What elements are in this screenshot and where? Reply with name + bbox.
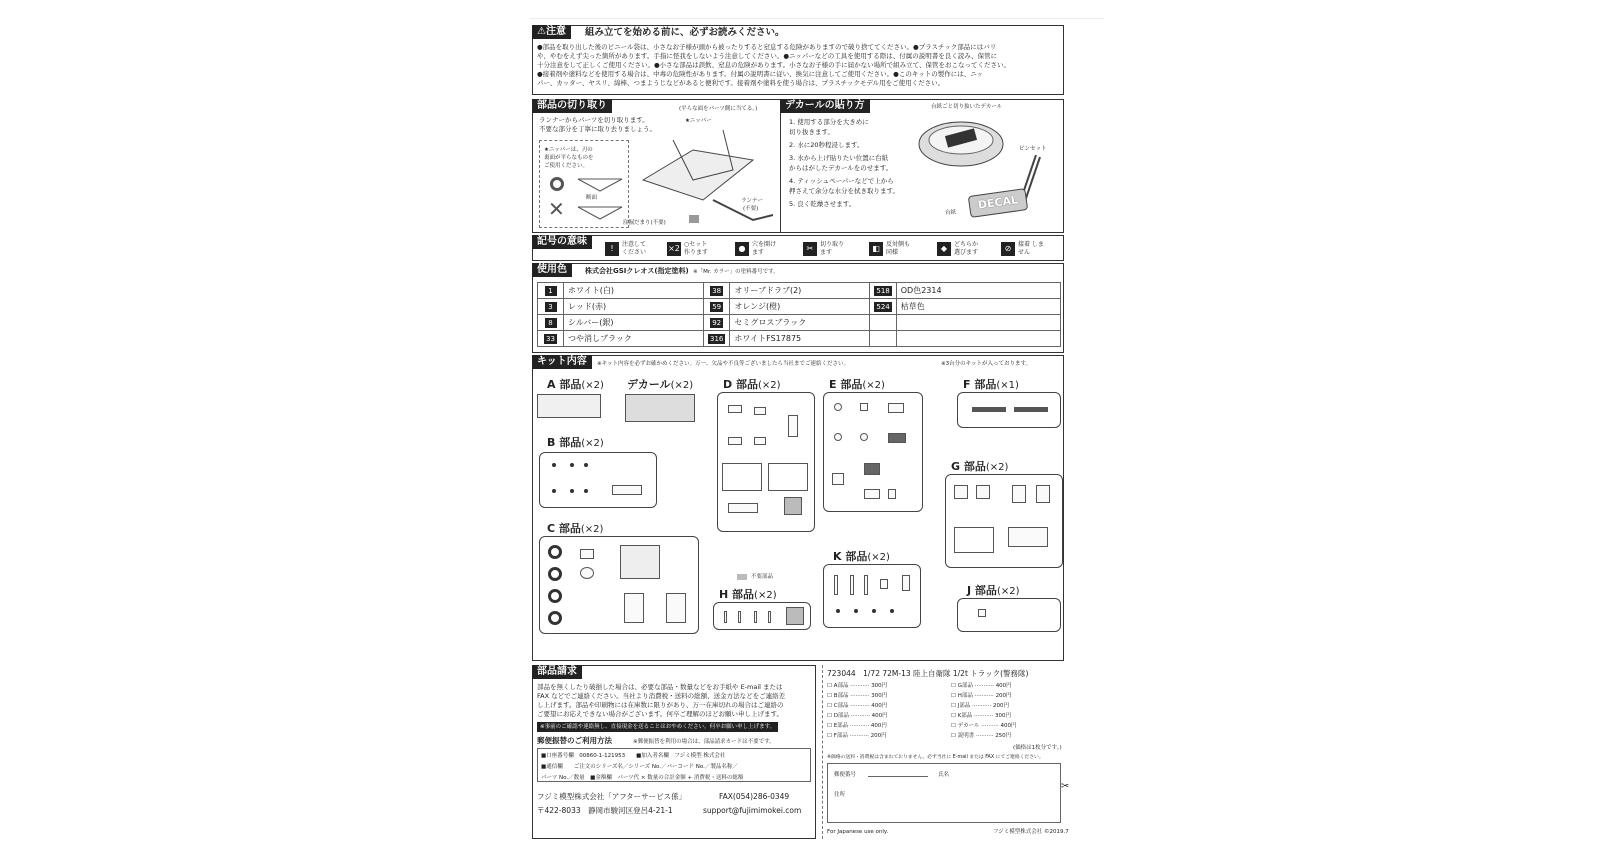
card-item: ☐ A部品 ··········· 300円	[827, 683, 888, 689]
part	[888, 403, 904, 413]
nipper-runner-diagram	[633, 120, 783, 230]
decal-label	[627, 376, 693, 392]
color-code: 518	[876, 286, 890, 295]
postal-code-field[interactable]	[868, 776, 928, 777]
postal-title: 郵便振替のご利用方法	[537, 736, 612, 745]
colors-maker: 株式会社GSIクレオス(指定塗料)	[585, 267, 689, 275]
part	[620, 545, 660, 579]
sprue-a-label	[547, 376, 604, 392]
section-label: 断面	[586, 195, 598, 201]
decal-step: 3. 水から上げ貼りたい位置に台紙	[789, 154, 889, 162]
table-row	[538, 283, 1061, 299]
sprue-name: J 部品	[967, 584, 997, 597]
table-row	[538, 331, 1061, 347]
mirror-icon: ◧	[869, 242, 883, 256]
sprue-g-label	[951, 458, 1008, 474]
blade-section-diagram	[576, 177, 624, 221]
wheel-icon	[548, 611, 562, 625]
part	[580, 549, 594, 559]
part	[754, 611, 757, 623]
part	[860, 403, 868, 411]
part	[872, 609, 876, 613]
part	[624, 593, 644, 623]
part	[880, 579, 888, 589]
part	[1014, 407, 1048, 412]
wheel-icon	[548, 589, 562, 603]
part	[666, 593, 686, 623]
postal-row: ■通信欄 ご注文のシリーズ名／シリーズ No.／バーコード No.／製品名称／	[541, 764, 738, 770]
sprue-name: H 部品	[719, 588, 755, 601]
part	[834, 403, 842, 411]
sprue-name: A 部品	[547, 378, 582, 391]
color-code: 33	[546, 334, 555, 343]
decal-box	[780, 99, 1064, 233]
sprue-qty: (×2)	[580, 524, 604, 535]
card-item: ☐ J部品 ··········· 200円	[951, 703, 1010, 709]
kit-box	[532, 355, 1064, 661]
nipper-tip: 裏面が平らなものを	[544, 155, 594, 161]
order-desc: ご要望にお応えできない場合がございます。何卒ご理解のほどお願い申し上げます。	[537, 710, 783, 718]
sprue-c	[539, 536, 699, 634]
caution-line: ●部品を取り出した後のビニール袋は、小さなお子様が頭から被ったりすると窒息する危険がありますので破り捨ててください。●プラスチック部品にはバリ	[537, 43, 997, 51]
part	[584, 463, 588, 467]
symbol-text: 接着 しません	[1018, 241, 1044, 256]
color-name: つや消しブラック	[564, 331, 704, 347]
part	[788, 415, 798, 437]
sprue-h	[713, 602, 811, 630]
runner-label: ランナー	[741, 198, 764, 204]
color-name: レッド(赤)	[564, 299, 704, 315]
cutting-header: 部品の切り取り	[532, 99, 612, 113]
cutting-note: (平らな面をパーツ側に当てる。)	[679, 106, 758, 112]
tweezers-label: ピンセット	[1019, 146, 1047, 152]
sprue-j	[957, 598, 1061, 632]
card-item: ☐ H部品 ··········· 200円	[951, 693, 1012, 699]
symbol-text: どちらか 選びます	[954, 241, 979, 256]
card-tax-note: (価格は1枚分です。)	[1013, 745, 1062, 751]
color-code: 8	[545, 318, 557, 328]
sprue-f-label	[963, 376, 1019, 392]
copyright: フジミ模型株式会社 ©2019.7	[993, 829, 1069, 835]
postal-code-label: 郵便番号	[834, 772, 857, 778]
card-item: ☐ F部品 ··········· 200円	[827, 733, 887, 739]
symbol-opposite	[869, 241, 916, 257]
symbol-no-glue	[1001, 241, 1048, 257]
sprue-qty: (×2)	[670, 380, 694, 391]
japan-only-note: For Japanese use only.	[827, 829, 889, 835]
color-name: ホワイト(白)	[564, 283, 704, 299]
caution-header: ⚠注意	[532, 25, 571, 39]
decal-word: DECAL	[977, 193, 1019, 212]
card-item: ☐ B部品 ··········· 300円	[827, 693, 888, 699]
sprue-j-label	[967, 582, 1019, 598]
part	[612, 485, 642, 495]
times-two-icon: ×2	[667, 242, 681, 256]
unused-label: 不要部品	[751, 574, 774, 580]
cross-icon: ✕	[548, 197, 565, 221]
postal-table	[537, 748, 811, 782]
decal-step: 2. 水に20秒程浸します。	[789, 141, 864, 149]
part	[834, 575, 838, 595]
symbol-text: ○セット 作ります	[684, 241, 709, 256]
decal-step: 1. 使用する部分を大きめに	[789, 118, 869, 126]
part	[580, 567, 594, 579]
part	[768, 611, 771, 623]
decal-step: 5. 良く乾燥させます。	[789, 200, 856, 208]
water-dish-diagram	[916, 114, 1006, 174]
part	[972, 407, 1006, 412]
color-name: 枯草色	[896, 299, 1060, 315]
card-item: ☐ 説明書 ·········· 250円	[951, 733, 1012, 739]
symbols-header: 記号の意味	[532, 235, 592, 249]
part	[854, 609, 858, 613]
gate-label: 窪掘だまり(不要)	[623, 220, 666, 226]
card-address-form	[827, 763, 1061, 823]
sprue-name: B 部品	[547, 436, 582, 449]
nipper-tip: ご使用ください。	[544, 163, 589, 169]
decal-header: デカールの貼り方	[780, 99, 870, 113]
part	[552, 463, 556, 467]
color-name: ホワイトFS17875	[730, 331, 870, 347]
cutting-box	[532, 99, 790, 233]
cutting-desc: ランナーからパーツを切り取ります。	[539, 116, 649, 124]
symbol-text: 穴を開け ます	[752, 241, 777, 256]
color-code: 92	[712, 318, 722, 327]
part	[954, 485, 968, 499]
color-code: 524	[876, 302, 890, 311]
colors-box	[532, 263, 1064, 353]
cutting-desc: 不要な部分を丁寧に取り去りましょう。	[539, 125, 656, 133]
part	[902, 575, 910, 591]
sprue-name: F 部品	[963, 378, 997, 391]
postal-row: パーツ No.／数量 ■金額欄 パーツ代 × 数量の合計金額 + 消費税・送料の総額	[541, 775, 744, 781]
company-fax: FAX(054)286-0349	[719, 792, 790, 801]
sprue-k-label	[833, 548, 890, 564]
sprue-qty: (×2)	[985, 462, 1009, 473]
sprue-d-label	[723, 376, 781, 392]
table-row	[538, 315, 1061, 331]
color-name: オリーブドラブ(2)	[730, 283, 870, 299]
drill-hole-icon: ●	[735, 242, 749, 256]
order-desc: FAX などでご連絡ください。当社より消費税・送料の総額、送金方法などをご連絡差	[537, 692, 786, 700]
sprue-e	[823, 392, 923, 512]
part	[754, 407, 766, 415]
sprue-f	[957, 392, 1061, 428]
card-item: ☐ D部品 ··········· 400円	[827, 713, 888, 719]
nipper-tip-box	[539, 140, 629, 228]
decal-sheet-thumbnail	[625, 394, 695, 422]
sprue-a-part	[537, 394, 601, 418]
company-name: フジミ模型株式会社「アフターサービス係」	[537, 792, 687, 801]
kit-note: ※キット内容を必ずお確かめください。万一、欠品や不良等ございましたら当社までご連絡ください。	[597, 361, 850, 367]
sprue-name: デカール	[627, 378, 671, 391]
sprue-name: K 部品	[833, 550, 868, 563]
part	[754, 437, 766, 445]
order-desc: 部品を無くしたり破損した場合は、必要な部品・数量などをお手紙や E-mail または	[537, 683, 783, 691]
part	[722, 463, 762, 491]
decal-step: 切り抜きます。	[789, 128, 834, 136]
part	[552, 489, 556, 493]
scissors-icon: ✂	[1061, 781, 1070, 792]
sprue-b-label	[547, 434, 604, 450]
symbol-text: 注意して ください	[622, 241, 647, 256]
card-right-list	[951, 681, 1063, 741]
address-label: 住所	[834, 792, 846, 798]
part	[1036, 485, 1050, 503]
color-name: OD色2314	[896, 283, 1060, 299]
card-title: 723044 1/72 72M-13 陸上自衛隊 1/2t トラック(警務隊)	[827, 669, 1029, 678]
part	[728, 405, 742, 413]
name-label: 氏名	[938, 772, 950, 778]
part	[888, 489, 896, 499]
part	[1008, 527, 1048, 547]
part	[786, 607, 804, 625]
cut-icon: ✂	[803, 242, 817, 256]
symbol-set	[667, 241, 714, 257]
sprue-name: D 部品	[723, 378, 758, 391]
order-warning: ※事前のご確認や連絡無し、直接現金を送ることはおやめください。何卒お願い申し上げます。	[537, 722, 778, 732]
sprue-qty: (×1)	[996, 380, 1019, 391]
decal-top-label: 台紙ごと切り抜いたデカール	[931, 104, 1003, 110]
part	[864, 463, 880, 475]
caution-line: パー、カッター、ヤスリ、綿棒、つまようじなどがあると便利です。接着剤や塗料を使う場合は、プラスチックモデル用をご使用ください。	[537, 79, 945, 87]
card-item: ☐ デカール ·········· 400円	[951, 723, 1017, 729]
sprue-qty: (×2)	[581, 438, 604, 449]
color-name: シルバー(銀)	[564, 315, 704, 331]
part	[728, 503, 758, 513]
runner-label: (不要)	[743, 206, 759, 212]
card-item: ☐ G部品 ··········· 400円	[951, 683, 1012, 689]
symbols-box	[532, 235, 1064, 261]
symbol-text: 反対側も 同様	[886, 241, 911, 256]
sprue-qty: (×2)	[581, 380, 604, 391]
part	[836, 609, 840, 613]
sprue-qty: (×2)	[867, 552, 890, 563]
decal-step: 4. ティッシュペーパーなどで上から	[789, 177, 894, 185]
color-code: 59	[712, 302, 722, 311]
colors-note: ※「Mr. カラー」の塗料番号です。	[693, 269, 779, 275]
symbol-caution	[605, 241, 652, 257]
circle-icon	[550, 177, 564, 191]
card-left-list	[827, 681, 935, 741]
kit-header: キット内容	[532, 355, 592, 369]
part	[834, 433, 842, 441]
part	[864, 489, 880, 499]
kit-note-right: ※3台分のキットが入っております。	[941, 361, 1032, 367]
caution-line: や、やむをえず尖った箇所があります。手指に怪我をしないよう注意してください。●ニッパーなどの工具を使用する際は、付属の説明書を良く読み、保管に	[537, 52, 998, 60]
sprue-g	[945, 474, 1063, 568]
wheel-icon	[548, 545, 562, 559]
color-code: 1	[545, 286, 557, 296]
sprue-name: G 部品	[951, 460, 986, 473]
wheel-icon	[548, 567, 562, 581]
part	[832, 473, 844, 485]
sprue-e-label	[829, 376, 885, 392]
unused-part-swatch	[737, 574, 747, 580]
decal-step: 押さえて余分な水分を拭き取ります。	[789, 187, 899, 195]
part	[724, 611, 727, 623]
sprue-name: E 部品	[829, 378, 863, 391]
color-name: セミグロスブラック	[730, 315, 870, 331]
part	[890, 609, 894, 613]
sprue-k	[823, 564, 921, 628]
part	[584, 489, 588, 493]
part	[768, 463, 808, 491]
card-item: ☐ C部品 ··········· 400円	[827, 703, 888, 709]
color-code: 316	[710, 334, 724, 343]
caution-line: ●接着剤や塗料などを使用する場合は、中毒の危険性があります。付属の説明書に従い、換気に注意してご使用ください。●このキットの製作には、ニッ	[537, 70, 983, 78]
sprue-h-label	[719, 586, 777, 602]
table-row	[538, 299, 1061, 315]
base-label: 台紙	[945, 210, 957, 216]
part	[978, 609, 986, 617]
postal-note: ※郵便振替を利用の場合は、部品請求カードは不要です。	[633, 739, 775, 745]
decal-step: からはがしたデカールをのせます。	[789, 164, 893, 172]
part	[784, 497, 802, 515]
sprue-b	[539, 452, 657, 508]
colors-header: 使用色	[532, 263, 572, 277]
part	[728, 437, 742, 445]
company-email[interactable]: support@fujimimokei.com	[703, 806, 802, 815]
symbol-choose	[937, 241, 984, 257]
color-code: 38	[712, 286, 722, 295]
part	[864, 575, 868, 595]
symbol-text: 切り取り ます	[820, 241, 845, 256]
warning-icon: !	[605, 242, 619, 256]
symbol-drill	[735, 241, 782, 257]
choose-icon: ◆	[937, 242, 951, 256]
caution-box	[532, 25, 1064, 95]
sprue-qty: (×2)	[757, 380, 781, 391]
card-notice: ※価格の送料・消費税は含まれておりません。必ず当社に E-mail または FAX にてご連絡ください。	[827, 755, 1044, 760]
order-card	[822, 665, 1070, 839]
symbol-cut	[803, 241, 850, 257]
part	[738, 611, 741, 623]
part	[570, 489, 574, 493]
caution-line: 十分注意をして正しくご使用ください。●小さな部品は誤飲、窒息の危険があります。小さなお子様の手に届かない場所で組み立て、保管をおこなってください。	[537, 61, 1011, 69]
color-table	[537, 282, 1061, 347]
part	[1012, 485, 1026, 503]
sprue-c-label	[547, 520, 603, 536]
part	[850, 575, 854, 595]
part	[860, 433, 868, 441]
caution-title: 組み立てを始める前に、必ずお読みください。	[585, 27, 785, 38]
order-box	[532, 665, 816, 839]
nipper-tip: ★ニッパーは、刃の	[544, 147, 593, 153]
company-address: 〒422-8033 静岡市駿河区登呂4-21-1	[537, 806, 673, 815]
part	[976, 485, 990, 499]
part	[954, 527, 994, 553]
no-glue-icon: ⊘	[1001, 242, 1015, 256]
part	[888, 433, 906, 443]
instruction-sheet	[530, 18, 1104, 846]
card-item: ☐ K部品 ··········· 300円	[951, 713, 1012, 719]
color-code: 3	[545, 302, 557, 312]
order-header: 部品請求	[532, 665, 582, 679]
sprue-qty: (×2)	[862, 380, 885, 391]
postal-row: ■口座番号欄 00860-1-121953 ■加入者名欄 フジミ模型 株式会社	[541, 753, 726, 759]
nipper-label: ★ニッパー	[685, 118, 712, 124]
sprue-qty: (×2)	[754, 590, 777, 601]
color-name: オレンジ(橙)	[730, 299, 870, 315]
card-item: ☐ E部品 ··········· 400円	[827, 723, 887, 729]
sprue-name: C 部品	[547, 522, 581, 535]
order-desc: し上げます。部品や印刷物には在庫数に限りがあり、万一在庫切れの場合はご連絡の	[537, 701, 784, 709]
sprue-d	[717, 392, 815, 532]
part	[570, 463, 574, 467]
sprue-qty: (×2)	[996, 586, 1020, 597]
